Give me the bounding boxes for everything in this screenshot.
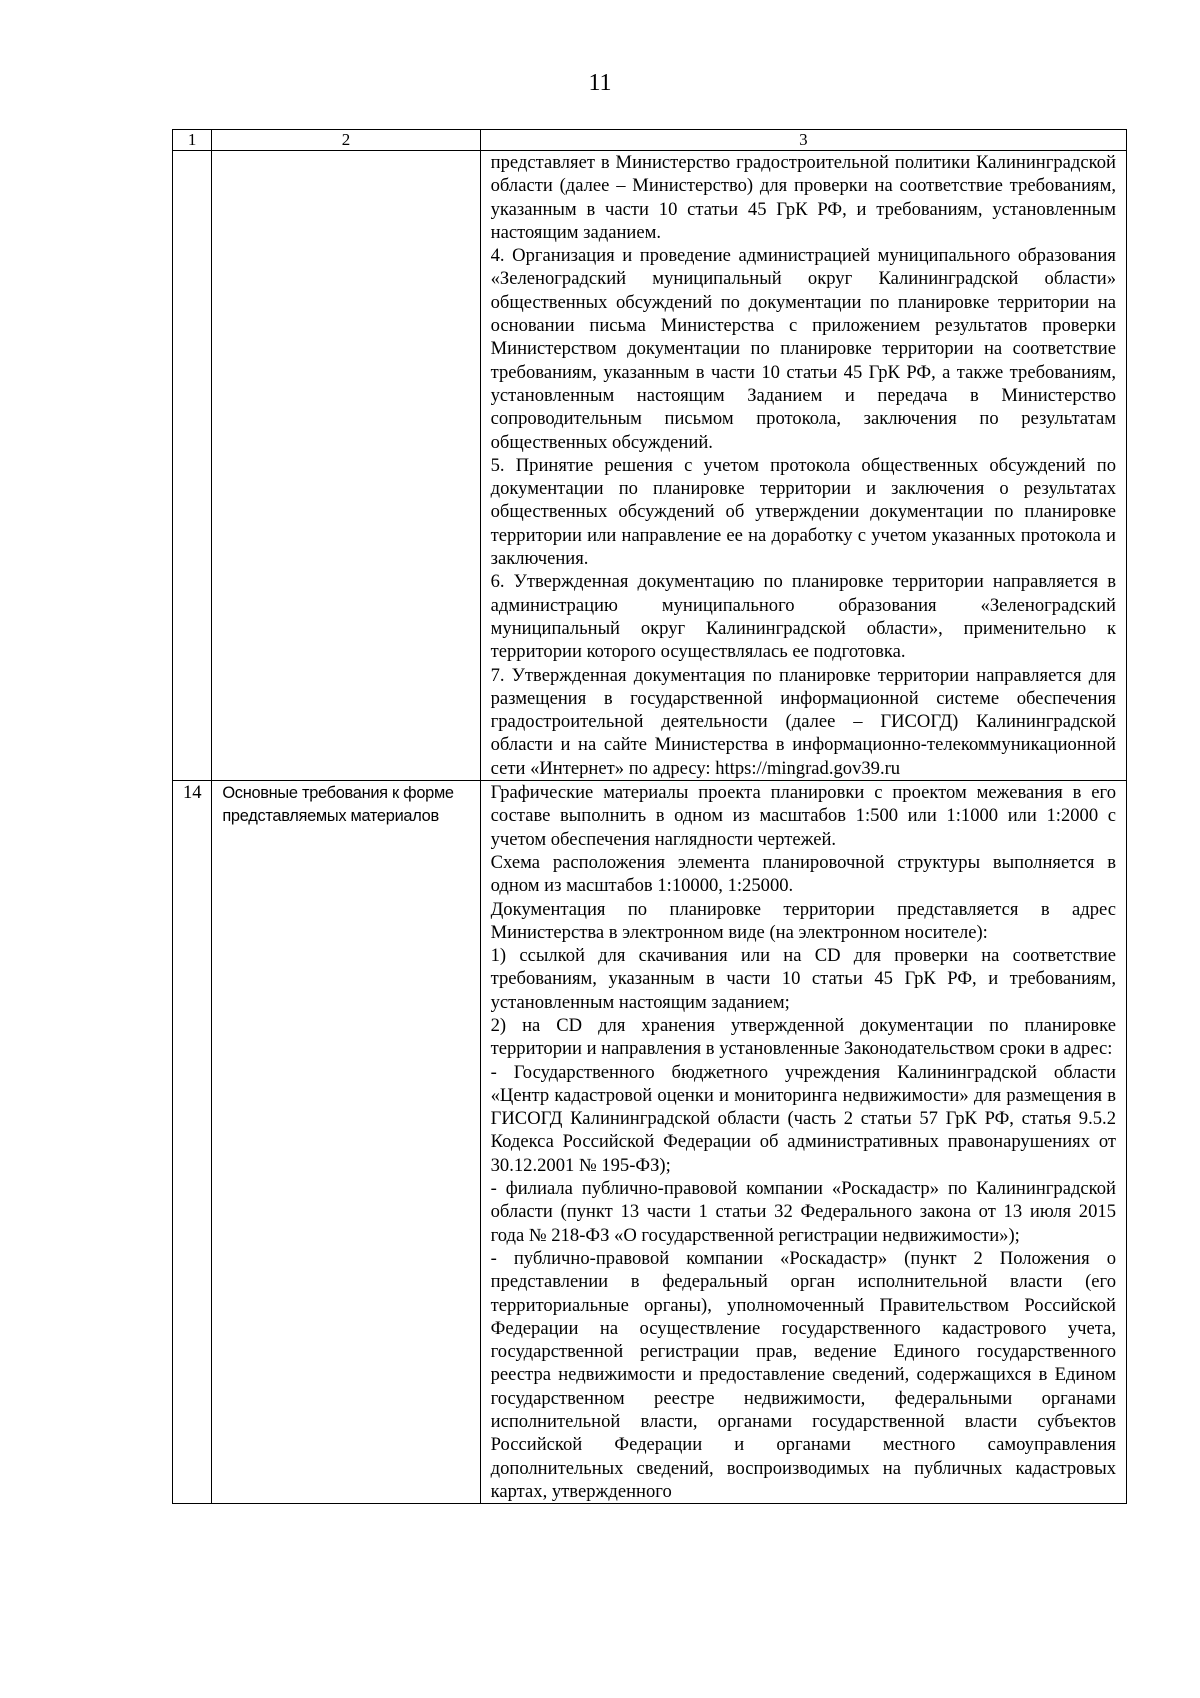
paragraph: Схема расположения элемента планировочной структуры выполняется в одном из масштабов 1:10000, 1:25000. [490,851,1116,897]
paragraph: 2) на CD для хранения утвержденной документации по планировке территории и направления в установленные Законодательством сроки в адрес: [490,1014,1116,1060]
table-row [173,781,1127,1504]
paragraph: - филиала публично-правовой компании «Роскадастр» по Калининградской области (пункт 13 части 1 статьи 32 Федерального закона от 13 июля 2015 года № 218-ФЗ «О государственной регистрации недвижимости»); [490,1178,1116,1246]
requirements-table [172,129,1127,1504]
paragraph: 4. Организация и проведение администрацией муниципального образования «Зеленоградский муниципальный округ Калининградской области» общественных обсуждений по документации по планировке территории на основании письма Министерства с приложением результатов проверки Министерством документации по планировке территории на соответствие требованиям, указанным в части 10 статьи 45 ГрК РФ, а также требованиям, установленным настоящим Заданием и передача в Министерство сопроводительным письмом протокола, заключения по результатам общественных обсуждений. [490,245,1116,453]
paragraph: Документация по планировке территории представляется в адрес Министерства в электронном виде (на электронном носителе): [490,898,1116,943]
row-number [173,151,212,781]
paragraph: представляет в Министерство градостроительной политики Калининградской области (далее – Министерство) для проверки на соответствие требованиям, указанным в части 10 статьи 45 ГрК РФ, и требованиям, установленным настоящим заданием. [490,152,1116,243]
paragraph: 6. Утвержденная документацию по планировке территории направляется в администрацию муниципального образования «Зеленоградский муниципальный округ Калининградской области», применительно к территории которого осуществлялась ее подготовка. [490,571,1116,663]
row-label-text: Основные требования к форме представляемых материалов [222,784,454,826]
header-col-2: 2 [212,130,480,151]
header-col-3: 3 [480,130,1126,151]
row-label [212,781,480,1504]
paragraph: - Государственного бюджетного учреждения Калининградской области «Центр кадастровой оценки и мониторинга недвижимости» для размещения в ГИСОГД Калининградской области (часть 2 статьи 57 ГрК РФ, статья 9.5.2 Кодекса Российской Федерации об административных правонарушениях от 30.12.2001 № 195-ФЗ); [490,1061,1116,1176]
table-header-row [173,130,1127,151]
row-label [212,151,480,781]
paragraph: Графические материалы проекта планировки с проектом межевания в его составе выполнить в одном из масштабов 1:500 или 1:1000 или 1:2000 с учетом обеспечения наглядности чертежей. [490,782,1116,850]
paragraph: - публично-правовой компании «Роскадастр» (пункт 2 Положения о представлении в федеральный орган исполнительной власти (его территориальные органы), уполномоченный Правительством Российской Федерации на осуществление государственного кадастрового учета, государственной регистрации прав, ведение Единого государственного реестра недвижимости и предоставление сведений, содержащихся в Едином государственном реестре недвижимости, федеральными органами исполнительной власти, органами государственной власти субъектов Российской Федерации и органами местного самоуправления дополнительных сведений, воспроизводимых на публичных кадастровых картах, утвержденного [490,1247,1116,1502]
header-col-1: 1 [173,130,212,151]
row-number: 14 [173,781,212,1504]
paragraph: 1) ссылкой для скачивания или на CD для проверки на соответствие требованиям, указанным в части 10 статьи 45 ГрК РФ, и требованиям, установленным настоящим заданием; [490,945,1116,1013]
row-content [480,781,1126,1504]
page-number: 11 [588,70,612,96]
row-content [480,151,1126,781]
paragraph: 7. Утвержденная документация по планировке территории направляется для размещения в государственной информационной системе обеспечения градостроительной деятельности (далее – ГИСОГД) Калининградской области и на сайте Министерства в информационно-телекоммуникационной сети «Интернет» по адресу: https://mingrad.gov39.ru [490,664,1116,779]
table-row [173,151,1127,781]
paragraph: 5. Принятие решения с учетом протокола общественных обсуждений по документации по планировке территории и заключения о результатах общественных обсуждений об утверждении документации по планировке территории или направление ее на доработку с учетом указанных протокола и заключения. [490,454,1116,570]
